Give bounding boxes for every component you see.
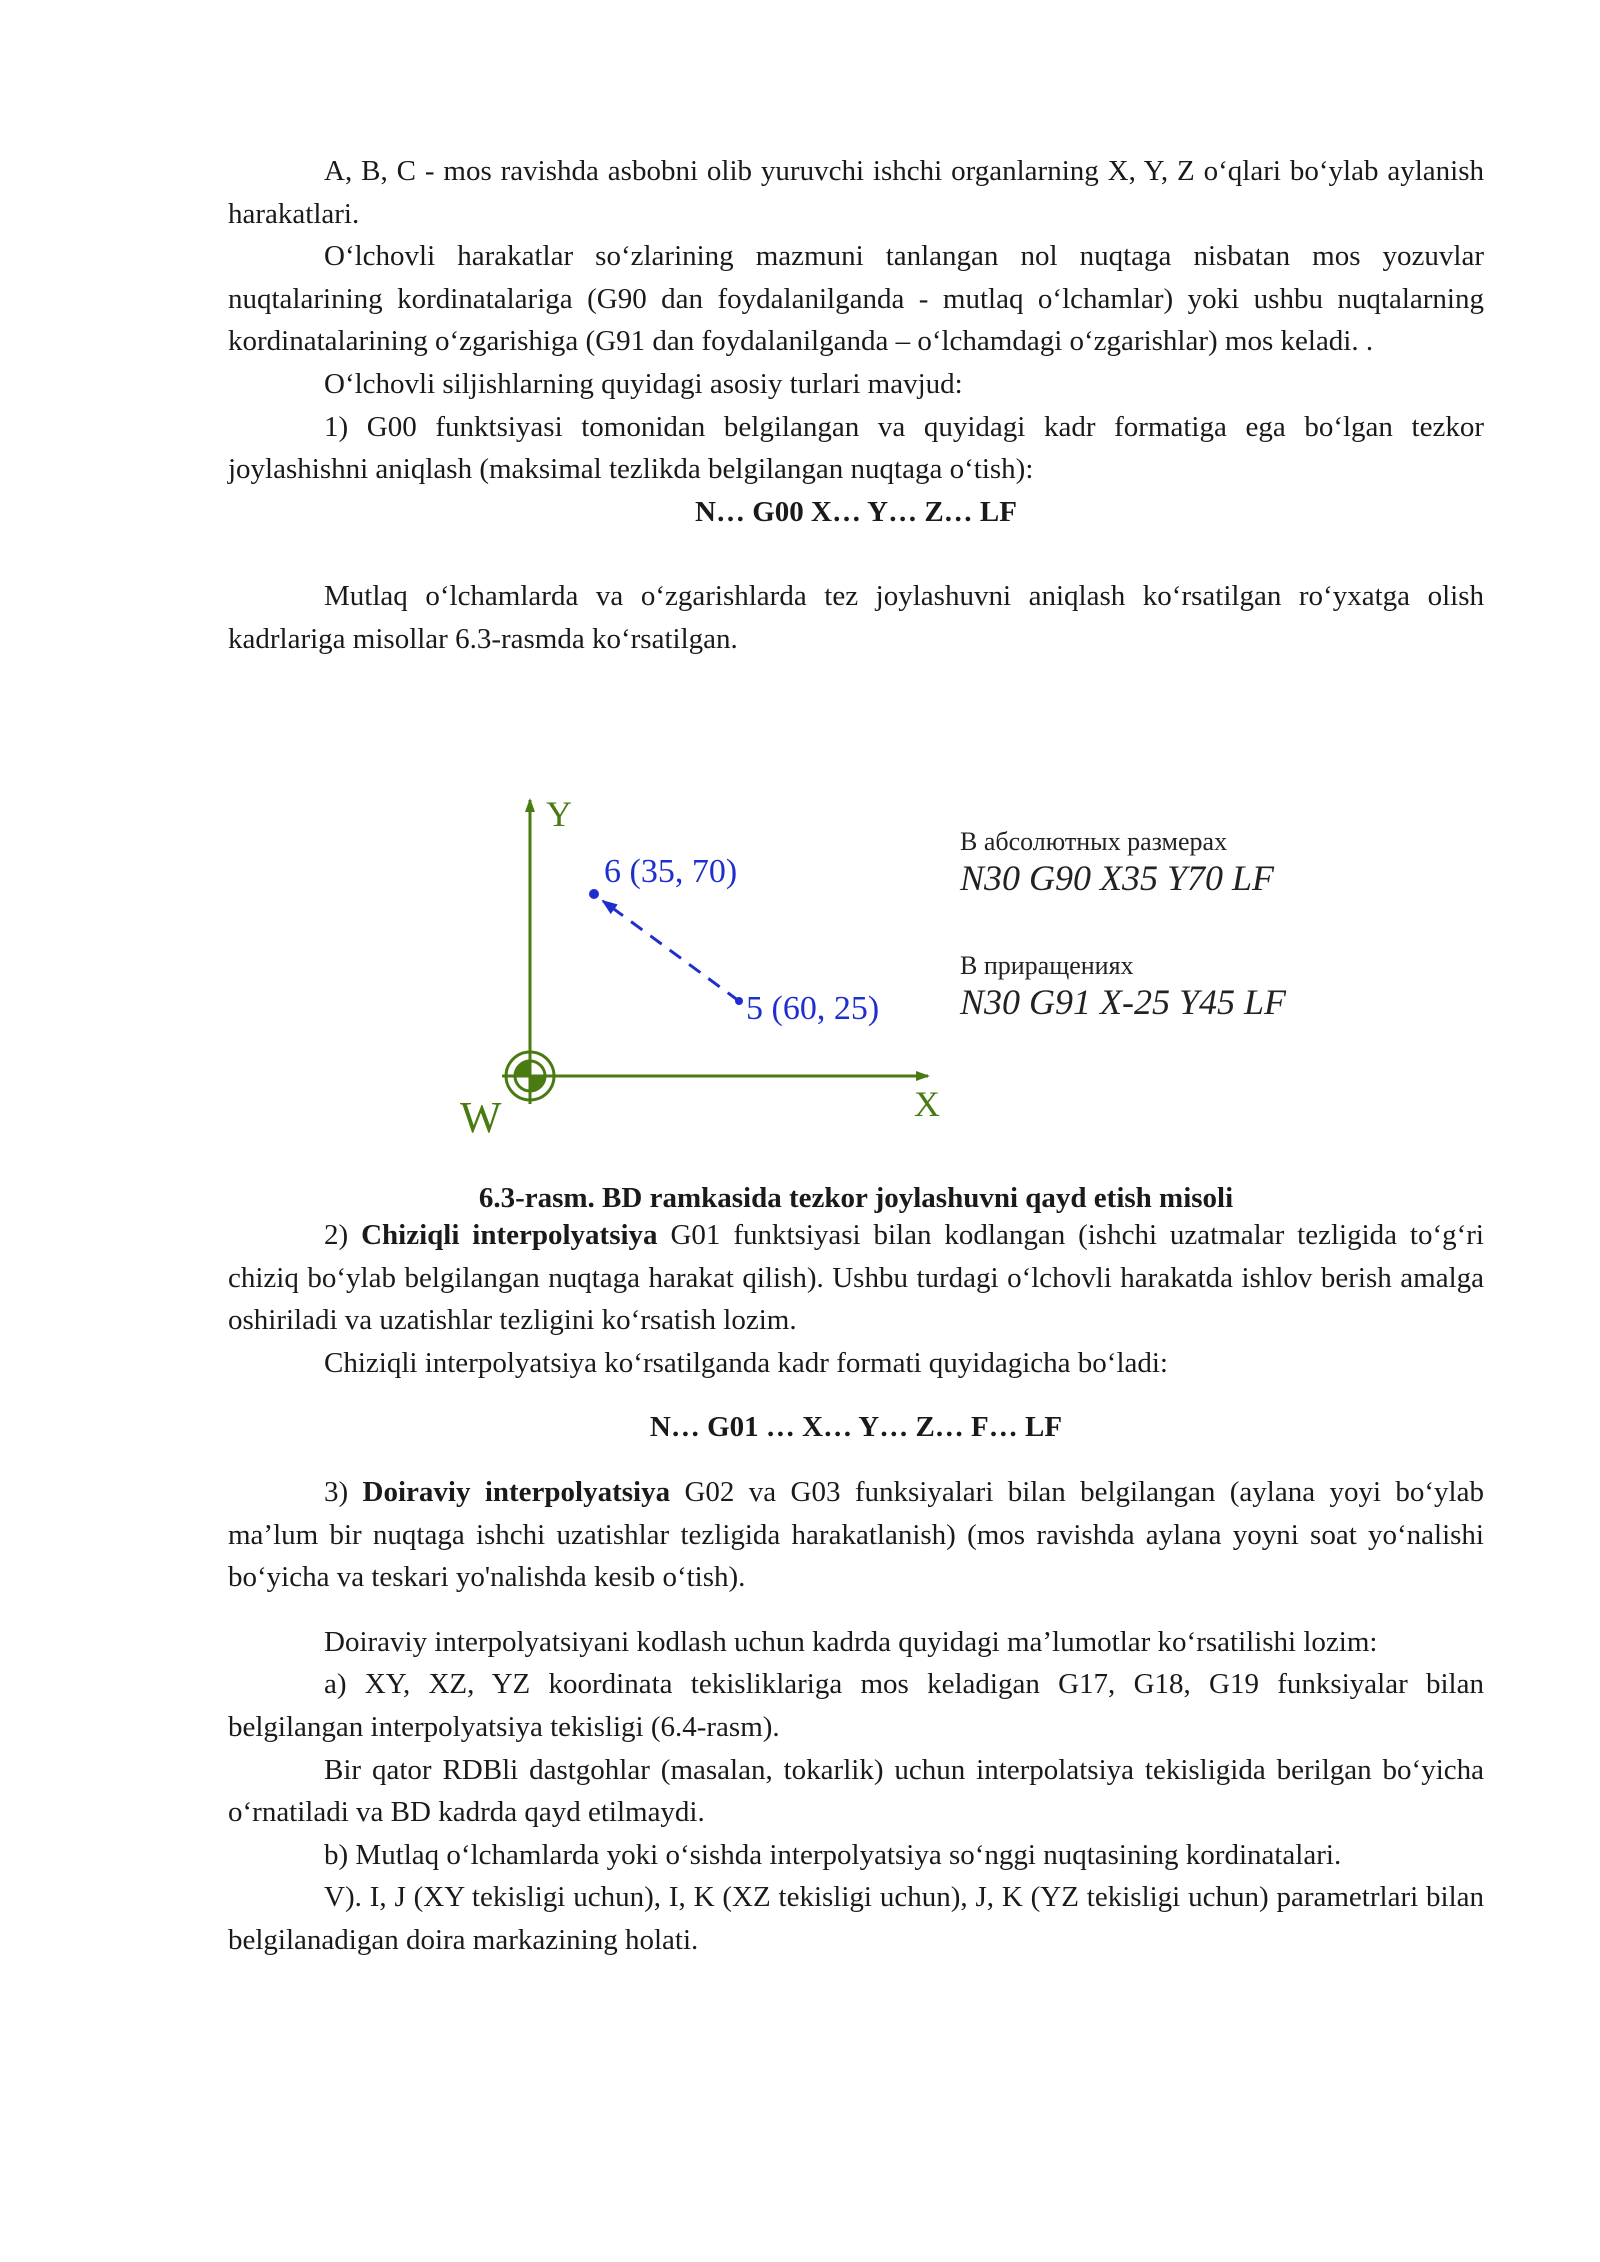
paragraph-movement-types: O‘lchovli siljishlarning quyidagi asosiy turlari mavjud:: [324, 367, 963, 400]
paragraph-end-point: b) Mutlaq o‘lchamlarda yoki o‘sishda interpolyatsiya so‘nggi nuqtasining kordinatalari.: [324, 1838, 1342, 1871]
format-g01: N… G01 … X… Y… Z… F… LF: [649, 1411, 1063, 1444]
list-number: 2): [324, 1219, 362, 1251]
x-axis-label: X: [914, 1084, 940, 1124]
paragraph-interpolation-plane: a) XY, XZ, YZ koordinata tekisliklariga mos keladigan G17, G18, G19 funksiyalar bilan belgilangan interpolyatsiya tekisligi (6.4-rasm).: [228, 1668, 1484, 1743]
point-6-label: 6 (35, 70): [604, 853, 738, 890]
paragraph-rdb-machines: Bir qator RDBli dastgohlar (masalan, tokarlik) uchun interpolatsiya tekisligida berilgan bo‘yicha o‘rnatiladi va BD kadrda qayd etilmaydi.: [228, 1753, 1484, 1829]
point-5-label: 5 (60, 25): [746, 990, 880, 1027]
paragraph-rotation-axes: A, B, C - mos ravishda asbobni olib yuruvchi ishchi organlarning X, Y, Z o‘qlari bo‘ylab aylanish harakatlari.: [228, 155, 1484, 230]
incremental-title: В приращениях: [960, 951, 1134, 980]
figure-caption: 6.3-rasm. BD ramkasida tezkor joylashuvni qayd etish misoli: [478, 1182, 1234, 1214]
paragraph-rapid-examples: Mutlaq o‘lchamlarda va o‘zgarishlarda tez joylashuvni aniqlash ko‘rsatilgan ro‘yxatga olish kadrlariga misollar 6.3-rasmda ko‘rsatilgan.: [228, 580, 1484, 655]
paragraph-circular-data: Doiraviy interpolyatsiyani kodlash uchun kadrda quyidagi ma’lumotlar ko‘rsatilishi lozim:: [324, 1625, 1378, 1658]
paragraph-dimension-words: O‘lchovli harakatlar so‘zlarining mazmuni tanlangan nol nuqtaga nisbatan mos yozuvlar nuqtalarining kordinatalariga (G90 dan foydalanilganda - mutlaq o‘lchamlar) yoki ushbu nuqtalarning kordinatalarining o‘zgarishiga (G91 dan foydalanilganda – o‘lchamdagi o‘zgarishlar) mos keladi. .: [228, 240, 1484, 358]
format-g00: N… G00 X… Y… Z… LF: [695, 495, 1017, 528]
paragraph-circle-center: V). I, J (XY tekisligi uchun), I, K (XZ tekisligi uchun), J, K (YZ tekisligi uchun) parametrlari bilan belgilanadigan doira markazining holati.: [228, 1881, 1484, 1956]
term-linear-interpolation: Chiziqli interpolyatsiya: [361, 1219, 658, 1251]
bottom-text: [228, 1214, 1484, 1962]
top-text: [228, 150, 1484, 661]
paragraph-linear-format-intro: Chiziqli interpolyatsiya ko‘rsatilganda kadr formati quyidagicha bo‘ladi:: [324, 1346, 1168, 1379]
point-5-marker: [735, 997, 743, 1005]
absolute-code: N30 G90 X35 Y70 LF: [960, 858, 1275, 898]
term-circular-interpolation: Doiraviy interpolyatsiya: [362, 1475, 671, 1508]
origin-label: W: [460, 1093, 502, 1142]
paragraph-g00: 1) G00 funktsiyasi tomonidan belgilangan va quyidagi kadr formatiga ega bo‘lgan tezkor joylashishni aniqlash (maksimal tezlikda belgilangan nuqtaga o‘tish):: [228, 410, 1484, 486]
list-number: 3): [324, 1475, 363, 1508]
origin-symbol: [502, 1048, 558, 1104]
rapid-path: [603, 901, 739, 1001]
figure-rapid-positioning: [440, 780, 1360, 1160]
incremental-code: N30 G91 X-25 Y45 LF: [960, 982, 1287, 1022]
y-axis-label: Y: [546, 794, 572, 834]
paragraph-linear-interpolation: [228, 1214, 1484, 1342]
point-6-marker: [589, 889, 599, 899]
paragraph-text: G02 va G03 funksiyalari bilan belgilangan (aylana yoyi bo‘ylab ma’lum bir nuqtaga ishchi uzatishlar tezligida harakatlanish) (mos ravishda aylana yoyni soat yo‘nalishi bo‘yicha va teskari yo'nalishda kesib o‘tish).: [228, 1475, 1484, 1594]
paragraph-text: G01 funktsiyasi bilan kodlangan (ishchi uzatmalar tezligida to‘g‘ri chiziq bo‘ylab belgilangan nuqtaga harakat qilish). Ushbu turdagi o‘lchovli harakatda ishlov berish amalga oshiriladi va uzatishlar tezligini ko‘rsatish lozim.: [228, 1219, 1484, 1337]
absolute-title: В абсолютных размерах: [960, 827, 1228, 856]
paragraph-circular-interpolation: [228, 1471, 1484, 1599]
